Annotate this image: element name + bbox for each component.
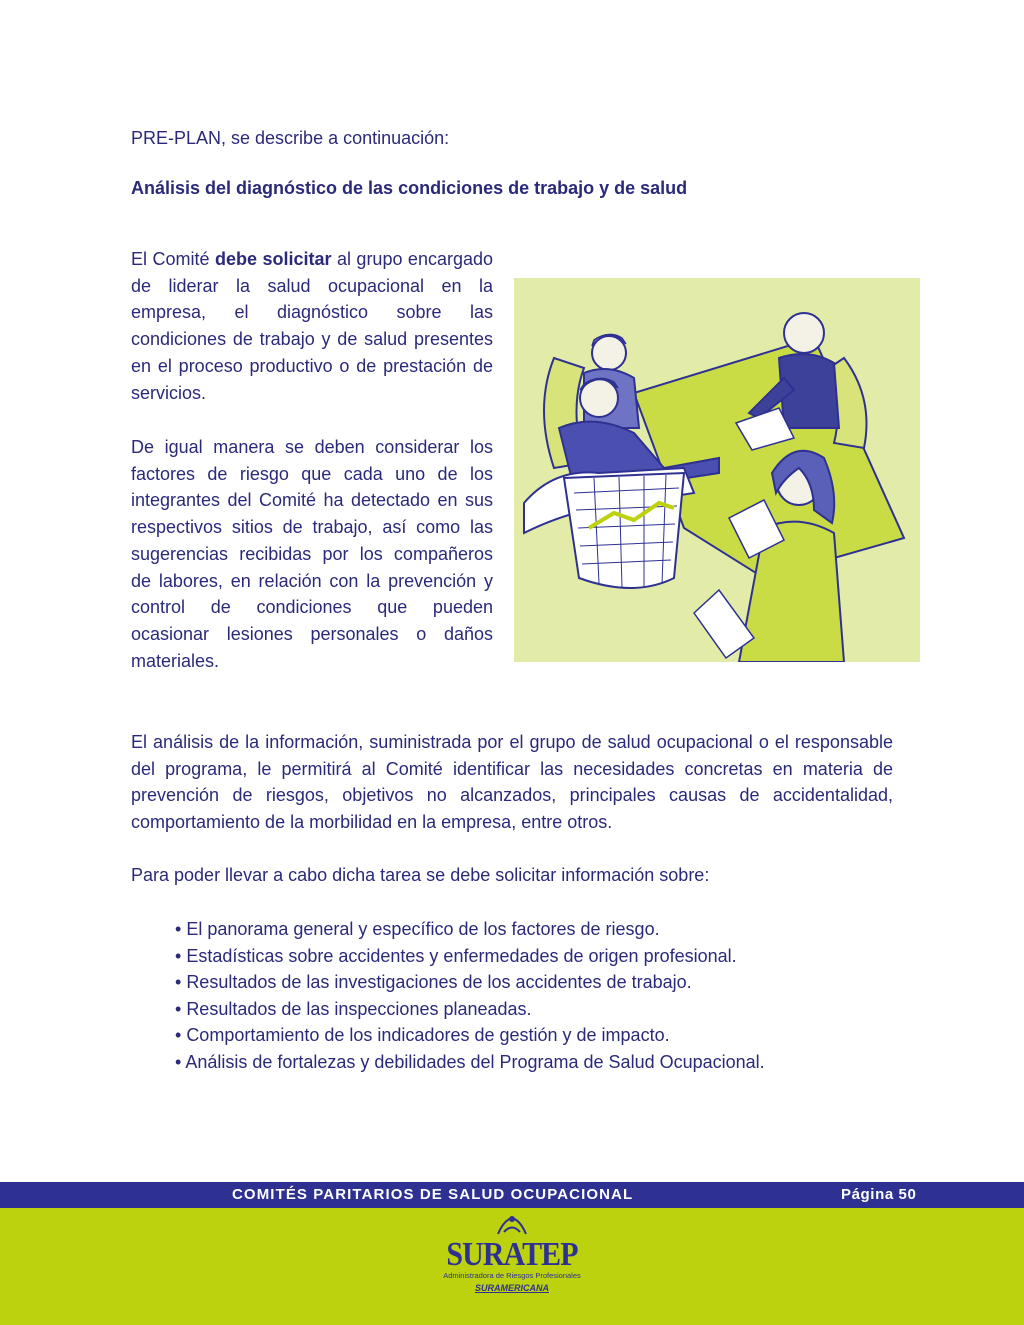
list-item: • Resultados de las investigaciones de los accidentes de trabajo. xyxy=(175,969,765,996)
footer-title: COMITÉS PARITARIOS DE SALUD OCUPACIONAL xyxy=(232,1186,634,1203)
list-item: • Comportamiento de los indicadores de gestión y de impacto. xyxy=(175,1022,765,1049)
paragraph-bold: debe solicitar xyxy=(214,249,332,269)
list-item: • Análisis de fortalezas y debilidades del Programa de Salud Ocupacional. xyxy=(175,1049,765,1076)
list-item: • El panorama general y específico de los factores de riesgo. xyxy=(175,916,765,943)
emblem-icon xyxy=(494,1214,530,1236)
logo-name: SURATEP xyxy=(446,1236,578,1273)
paragraph-request-info: Para poder llevar a cabo dicha tarea se debe solicitar información sobre: xyxy=(131,865,710,885)
paragraph-risk-factors: De igual manera se deben considerar los factores de riesgo que cada uno de los integrantes del Comité ha detectado en sus respectivos sitios de trabajo, así como las sugerencias recibidas por los compañeros de labores, en relación con la prevención y control de condiciones que pueden ocasionar lesiones personales o daños materiales. xyxy=(131,437,493,671)
page-number: Página 50 xyxy=(841,1186,917,1203)
paragraph-committee-request xyxy=(131,246,493,406)
section-heading: Análisis del diagnóstico de las condiciones de trabajo y de salud xyxy=(131,178,688,198)
paragraph-pre: El Comité xyxy=(131,249,215,269)
information-list xyxy=(175,916,765,1075)
meeting-illustration xyxy=(514,278,920,662)
paragraph-post: al grupo encargado de liderar la salud ocupacional en la empresa, el diagnóstico sobre las condiciones de trabajo y de salud presentes en el proceso productivo o de prestación de servicios. xyxy=(131,249,494,403)
meeting-illustration-drawing xyxy=(514,278,920,662)
list-item: • Estadísticas sobre accidentes y enfermedades de origen profesional. xyxy=(175,943,765,970)
footer-bar xyxy=(0,1182,1024,1208)
list-item: • Resultados de las inspecciones planeadas. xyxy=(175,996,765,1023)
intro-text: PRE-PLAN, se describe a continuación: xyxy=(131,128,450,148)
suratep-logo xyxy=(437,1214,587,1304)
logo-brand: SURAMERICANA xyxy=(475,1283,549,1293)
paragraph-analysis: El análisis de la información, suministrada por el grupo de salud ocupacional o el responsable del programa, le permitirá al Comité identificar las necesidades concretas en materia de prevención de riesgos, objetivos no alcanzados, principales causas de accidentalidad, comportamiento de la morbilidad en la empresa, entre otros. xyxy=(131,732,893,833)
logo-subtitle: Administradora de Riesgos Profesionales xyxy=(443,1271,581,1280)
